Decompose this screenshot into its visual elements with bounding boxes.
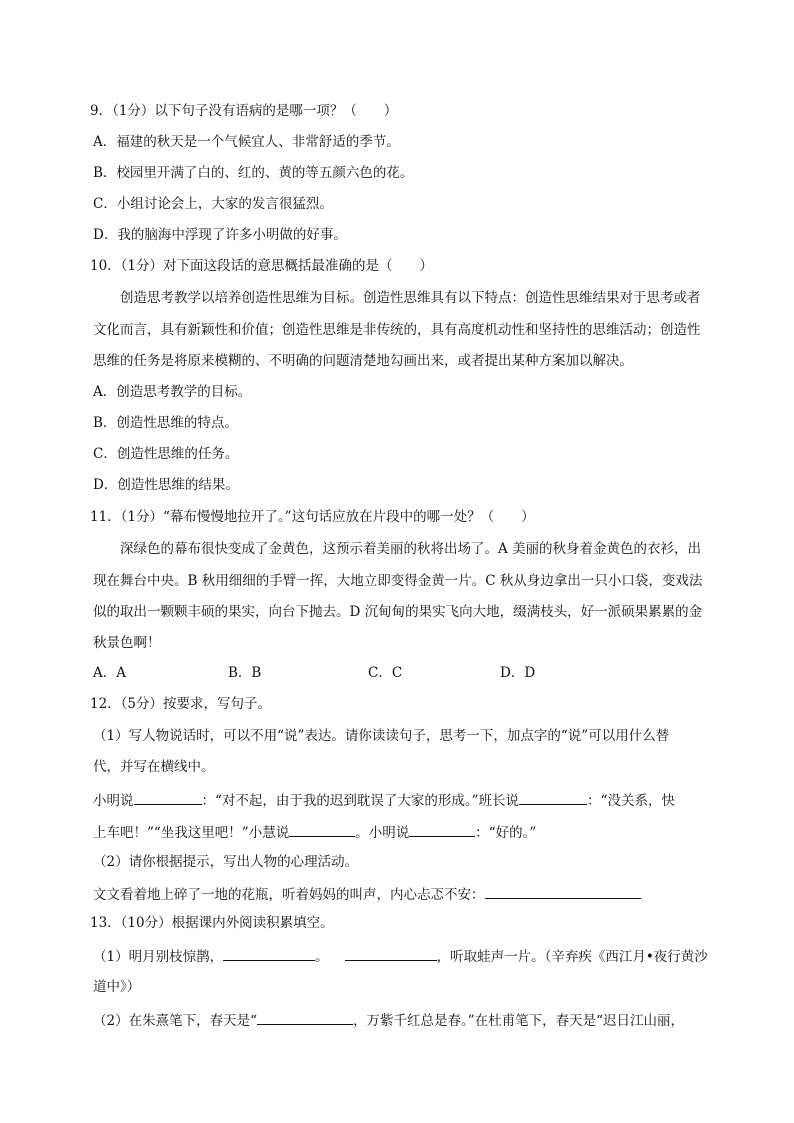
q10-option-b: B．创造性思维的特点。: [93, 415, 238, 431]
q10-option-a: A．创造思考教学的目标。: [93, 384, 252, 400]
q11-passage-line: 似的取出一颗颗丰硕的果实，向台下抛去。D 沉甸甸的果实飞向大地，缀满枝头，好一派硕果累累的金: [93, 604, 703, 620]
prompt-text: ，万紫千红总是春。”在杜甫笔下，春天是“迟日江山丽，: [353, 1013, 685, 1029]
answer-blank[interactable]: [485, 885, 641, 899]
sentence-text: ：“好的。”: [475, 825, 537, 841]
q10-option-d: D．创造性思维的结果。: [93, 477, 239, 493]
q13-part1-line: [93, 947, 708, 965]
q10-passage-line: 创造思考教学以培养创造性思维为目标。创造性思维具有以下特点：创造性思维结果对于思考或者: [120, 290, 701, 306]
q11-option-b: B．B: [228, 665, 262, 681]
prompt-text: （2）在朱熹笔下，春天是“: [93, 1013, 257, 1029]
q13-stem: 13．（10分）根据课内外阅读积累填空。: [90, 915, 334, 931]
q12-part1-line: 代，并写在横线中。: [93, 759, 215, 775]
q11-option-a: A．A: [93, 665, 126, 681]
answer-blank[interactable]: [223, 947, 315, 961]
sentence-text: 小明说: [93, 793, 134, 809]
q11-passage-line: 现在舞台中央。B 秋用细细的手臂一挥，大地立即变得金黄一片。C 秋从身边拿出一只小口袋，变戏法: [93, 573, 703, 589]
q10-passage-line: 思维的任务是将原来模糊的、不明确的问题清楚地勾画出来，或者提出某种方案加以解决。: [93, 353, 633, 369]
q10-stem: 10．（1分）对下面这段话的意思概括最准确的是（ ）: [90, 258, 434, 274]
q11-passage-line: 深绿色的幕布很快变成了金黄色，这预示着美丽的秋将出场了。A 美丽的秋身着金黄色的衣衫，出: [120, 541, 702, 557]
q10-option-c: C．创造性思维的任务。: [93, 446, 239, 462]
q12-sentence-line: [93, 791, 675, 809]
answer-blank[interactable]: [519, 791, 587, 805]
sentence-text: 上车吧！”“坐我这里吧！”小慧说: [93, 825, 290, 841]
q12-stem: 12．（5分）按要求，写句子。: [90, 696, 272, 712]
answer-blank[interactable]: [345, 947, 437, 961]
q9-option-c: C．小组讨论会上，大家的发言很猛烈。: [93, 196, 333, 212]
answer-blank[interactable]: [289, 823, 355, 837]
q12-part1-line: （1）写人物说话时，可以不用“说”表达。请你读读句子，思考一下，加点字的“说”可以用什么替: [93, 728, 670, 744]
q11-stem: 11．（1分）“幕布慢慢地拉开了。”这句话应放在片段中的哪一处？（ ）: [90, 509, 535, 525]
q12-sentence-line: [93, 823, 536, 841]
q11-passage-line: 秋景色啊！: [93, 635, 161, 651]
q9-option-b: B．校园里开满了白的、红的、黄的等五颜六色的花。: [93, 165, 414, 181]
sentence-text: ：“没关系，快: [587, 793, 675, 809]
q11-option-d: D．D: [500, 665, 536, 681]
answer-blank[interactable]: [134, 791, 202, 805]
q9-option-a: A．福建的秋天是一个气候宜人、非常舒适的季节。: [93, 134, 400, 150]
q9-stem: 9．（1分）以下句子没有语病的是哪一项？（ ）: [90, 103, 398, 119]
q13-part2-line: [93, 1011, 684, 1029]
answer-blank[interactable]: [409, 823, 475, 837]
prompt-text: 。: [315, 949, 329, 965]
q9-option-d: D．我的脑海中浮现了许多小明做的好事。: [93, 227, 347, 243]
q11-option-c: C．C: [368, 665, 403, 681]
prompt-text: （1）明月别枝惊鹊，: [93, 949, 224, 965]
sentence-text: 。小明说: [355, 825, 410, 841]
q13-part1-line: 道中》）: [93, 979, 141, 995]
prompt-text: 文文看着地上碎了一地的花瓶，听着妈妈的叫声，内心忐忑不安：: [93, 887, 485, 903]
answer-blank[interactable]: [257, 1011, 353, 1025]
q12-part2-line: （2）请你根据提示，写出人物的心理活动。: [93, 854, 359, 870]
prompt-text: ，听取蛙声一片。（辛弃疾《西江月•夜行黄沙: [436, 949, 708, 965]
q12-part2-prompt: [93, 885, 641, 903]
q10-passage-line: 文化而言，具有新颖性和价值；创造性思维是非传统的，具有高度机动性和坚持性的思维活动；创造性: [93, 322, 701, 338]
sentence-text: ：“对不起，由于我的迟到耽误了大家的形成。”班长说: [201, 793, 520, 809]
